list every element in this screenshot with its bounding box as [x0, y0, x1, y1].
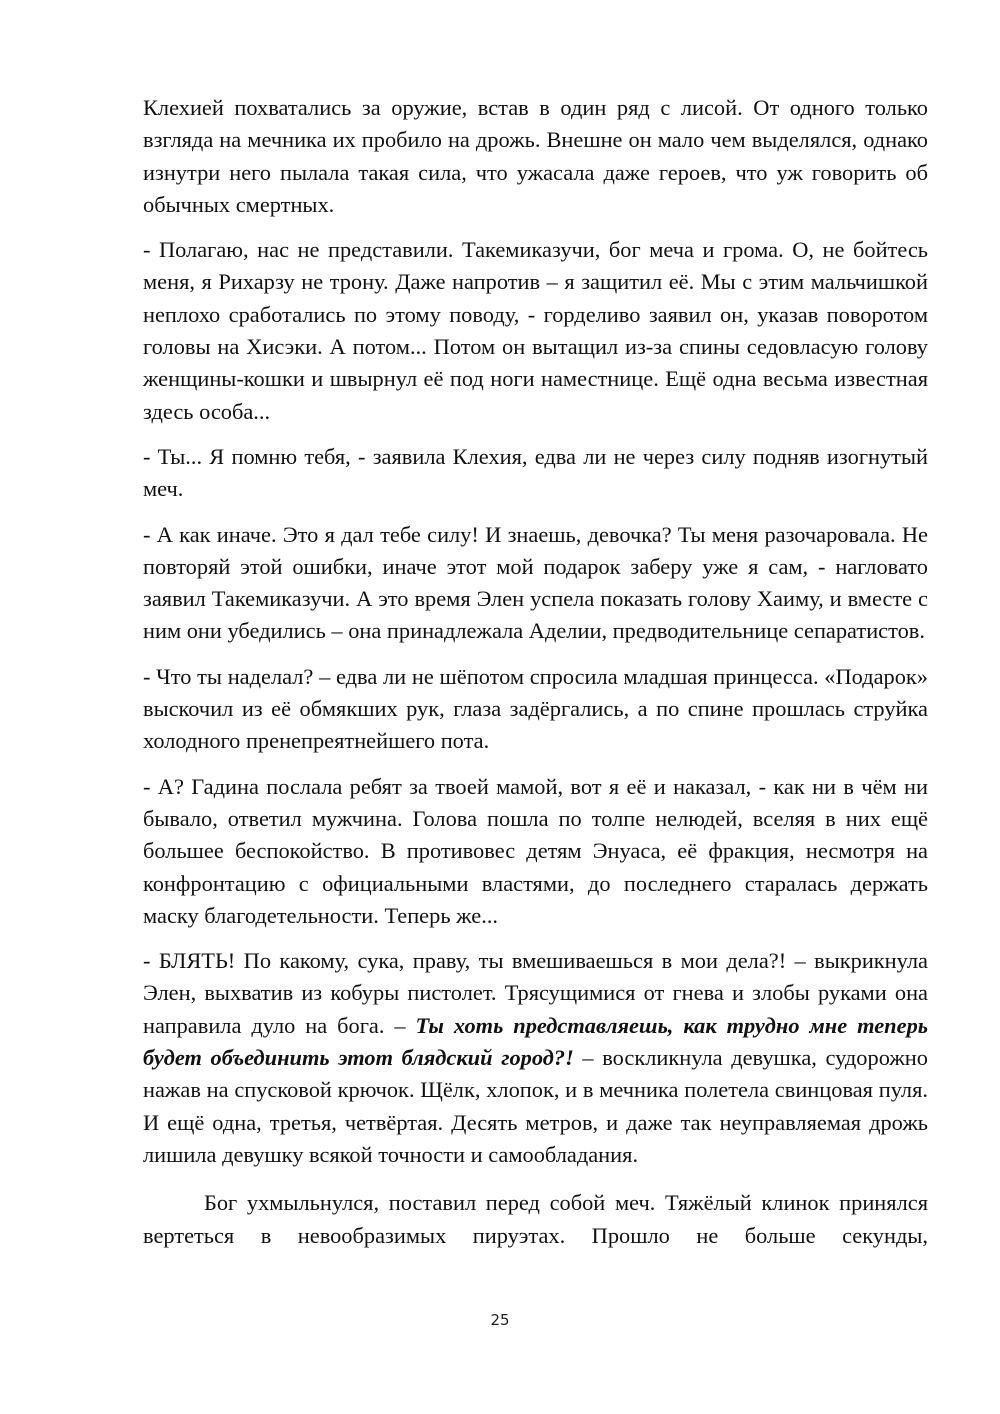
paragraph: - А? Гадина послала ребят за твоей мамой, вот я её и наказал, - как ни в чём ни бывало, ответил мужчина. Голова пошла по толпе нелюдей, вселяя в них ещё большее беспокойство. В противовес детям Энуаса, её фракция, несмотря на конфронтацию с официальными властями, до последнего старалась держать маску благодетельности. Теперь же... — [143, 773, 928, 928]
emphasized-speech: Ты хоть представляешь, как трудно мне теперь будет объединить этот блядский город?! — [143, 1012, 928, 1071]
paragraph: - Что ты наделал? – едва ли не шёпотом спросила младшая принцесса. «Подарок» выскочил из её обмякших рук, глаза задёргались, а по спине прошлась струйка холодного пренепреятнейшего пота. — [143, 663, 928, 754]
paragraph: - А как иначе. Это я дал тебе силу! И знаешь, девочка? Ты меня разочаровала. Не повторяй этой ошибки, иначе этот мой подарок заберу уже я сам, - нагловато заявил Такемиказучи. А это время Элен успела показать голову Хаиму, и вместе с ним они убедились – она принадлежала Аделии, предводительнице сепаратистов. — [143, 521, 928, 644]
page-number: 25 — [490, 1311, 510, 1329]
paragraph-text-before: - БЛЯТЬ! По какому, сука, праву, ты вмешиваешься в мои дела?! – выкрикнула Элен, выхватив из кобуры пистолет. Трясущимися от гнева и злобы руками она направила дуло на бога. – — [143, 948, 928, 1038]
paragraph: - Полагаю, нас не представили. Такемиказучи, бог меча и грома. О, не бойтесь меня, я Рихарзу не трону. Даже напротив – я защитил её. Мы с этим мальчишкой неплохо сработались по этому поводу, - горделиво заявил он, указав поворотом головы на Хисэки. А потом... Потом он вытащил из-за спины седовласую голову женщины-кошки и швырнул её под ноги наместнице. Ещё одна весьма известная здесь особа... — [143, 237, 928, 424]
paragraph: - Ты... Я помню тебя, - заявила Клехия, едва ли не через силу подняв изогнутый меч. — [143, 443, 928, 502]
paragraph-with-emphasis — [143, 945, 928, 1171]
page-body — [143, 92, 928, 1265]
paragraph: Клехией похватались за оружие, встав в один ряд с лисой. От одного только взгляда на мечника их пробило на дрожь. Внешне он мало чем выделялся, однако изнутри него пылала такая сила, что ужасала даже героев, что уж говорить об обычных смертных. — [143, 95, 928, 217]
paragraph-text-after: – воскликнула девушка, судорожно нажав на спусковой крючок. Щёлк, хлопок, и в мечника полетела свинцовая пуля. И ещё одна, третья, четвёртая. Десять метров, и даже так неуправляемая дрожь лишила девушку всякой точности и самообладания. — [143, 1045, 928, 1167]
paragraph-indented: Бог ухмыльнулся, поставил перед собой меч. Тяжёлый клинок принялся вертеться в невообразимых пируэтах. Прошло не больше секунды, — [143, 1190, 928, 1248]
